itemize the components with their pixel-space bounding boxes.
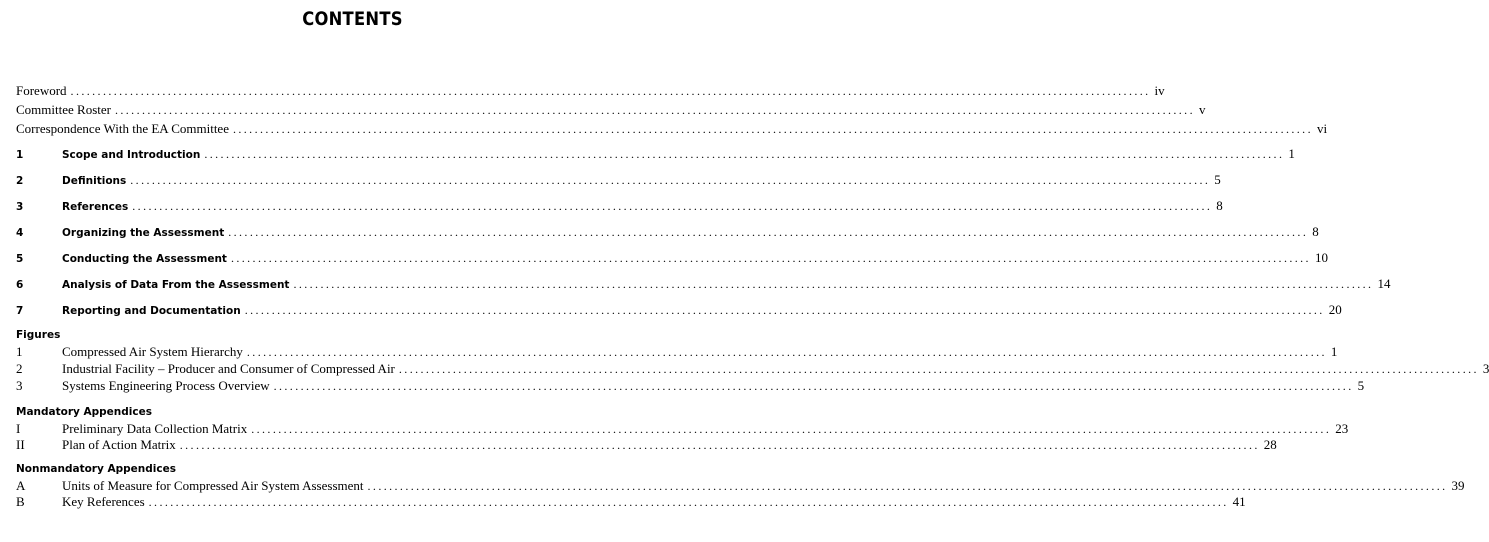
toc-entry-label: Preliminary Data Collection Matrix [62,421,248,436]
toc-entry-page: 28 [1263,437,1277,452]
leader-dots: ........................................................................................................................................................................................................ [148,495,1229,509]
toc-entry-page: 23 [1335,421,1349,436]
leader-dots: ........................................................................................................................................................................................................ [130,173,1211,187]
toc-section-1[interactable] [16,146,1295,162]
leader-dots: ........................................................................................................................................................................................................ [251,422,1332,436]
leader-dots: ........................................................................................................................................................................................................ [244,303,1325,317]
toc-section-3[interactable] [16,198,1223,214]
toc-entry-label: Plan of Action Matrix [62,437,176,452]
toc-entry-page: 41 [1232,494,1246,509]
leader-dots: ........................................................................................................................................................................................................ [293,277,1374,291]
toc-section-4[interactable] [16,224,1319,240]
toc-entry-page: 1 [1330,344,1338,359]
leader-dots: ........................................................................................................................................................................................................ [367,479,1448,493]
toc-entry-number: I [16,421,21,436]
toc-figure-3[interactable] [16,378,1365,394]
toc-entry-number: 3 [16,201,24,213]
toc-entry-correspondence[interactable] [16,121,1328,137]
leader-dots: ........................................................................................................................................................................................................ [232,122,1313,136]
toc-entry-label: Conducting the Assessment [62,253,227,265]
toc-entry-page: vi [1316,121,1328,136]
toc-entry-page: 1 [1288,146,1295,161]
figures-heading: Figures [16,329,61,341]
toc-entry-page: 5 [1357,378,1365,393]
mandatory-appendices-heading: Mandatory Appendices [16,406,152,418]
leader-dots: ........................................................................................................................................................................................................ [204,147,1285,161]
toc-entry-label: Scope and Introduction [62,149,201,161]
leader-dots: ........................................................................................................................................................................................................ [273,379,1354,393]
leader-dots: ........................................................................................................................................................................................................ [179,438,1260,452]
toc-section-7[interactable] [16,302,1342,318]
toc-entry-label: Definitions [62,175,127,187]
toc-entry-number: 7 [16,305,24,317]
toc-entry-number: 2 [16,175,24,187]
toc-section-6[interactable] [16,276,1391,292]
toc-entry-label: Correspondence With the EA Committee [16,121,229,136]
toc-section-5[interactable] [16,250,1328,266]
toc-appendix-i[interactable] [16,421,1349,437]
toc-entry-page: v [1198,102,1206,117]
leader-dots: ........................................................................................................................................................................................................ [228,225,1309,239]
leader-dots: ........................................................................................................................................................................................................ [70,84,1151,98]
toc-entry-label: Key References [62,494,145,509]
toc-entry-page: 8 [1312,224,1319,239]
leader-dots: ........................................................................................................................................................................................................ [398,362,1479,376]
toc-entry-page: 39 [1451,478,1465,493]
toc-entry-foreword[interactable] [16,83,1165,99]
toc-appendix-b[interactable] [16,494,1246,510]
toc-entry-number: 5 [16,253,24,265]
leader-dots: ........................................................................................................................................................................................................ [114,103,1195,117]
toc-entry-label: Organizing the Assessment [62,227,225,239]
toc-entry-number: 2 [16,361,23,376]
toc-figure-1[interactable] [16,344,1338,360]
toc-entry-label: Foreword [16,83,67,98]
toc-entry-number: A [16,478,26,493]
toc-entry-number: II [16,437,25,452]
toc-entry-page: 20 [1328,302,1342,317]
leader-dots: ........................................................................................................................................................................................................ [132,199,1213,213]
toc-entry-page: 14 [1377,276,1391,291]
toc-entry-label: Units of Measure for Compressed Air System Assessment [62,478,364,493]
toc-entry-page: 8 [1216,198,1223,213]
toc-appendix-a[interactable] [16,478,1465,494]
toc-entry-number: 4 [16,227,24,239]
leader-dots: ........................................................................................................................................................................................................ [230,251,1311,265]
toc-entry-label: Committee Roster [16,102,111,117]
toc-entry-number: 6 [16,279,24,291]
toc-entry-label: Compressed Air System Hierarchy [62,344,243,359]
toc-entry-number: B [16,494,25,509]
page-title: CONTENTS [302,8,403,30]
leader-dots: ........................................................................................................................................................................................................ [246,345,1327,359]
toc-entry-label: Reporting and Documentation [62,305,241,317]
toc-entry-label: References [62,201,129,213]
toc-entry-number: 3 [16,378,23,393]
toc-appendix-ii[interactable] [16,437,1277,453]
toc-entry-committee-roster[interactable] [16,102,1206,118]
toc-entry-label: Analysis of Data From the Assessment [62,279,290,291]
toc-entry-page: 10 [1314,250,1328,265]
toc-entry-page: 5 [1214,172,1221,187]
toc-entry-label: Systems Engineering Process Overview [62,378,270,393]
toc-entry-number: 1 [16,344,23,359]
toc-entry-page: 3 [1482,361,1489,376]
toc-section-2[interactable] [16,172,1221,188]
toc-entry-number: 1 [16,149,24,161]
toc-entry-label: Industrial Facility – Producer and Consumer of Compressed Air [62,361,395,376]
nonmandatory-appendices-heading: Nonmandatory Appendices [16,463,176,475]
toc-entry-page: iv [1154,83,1165,98]
toc-figure-2[interactable] [16,361,1489,377]
